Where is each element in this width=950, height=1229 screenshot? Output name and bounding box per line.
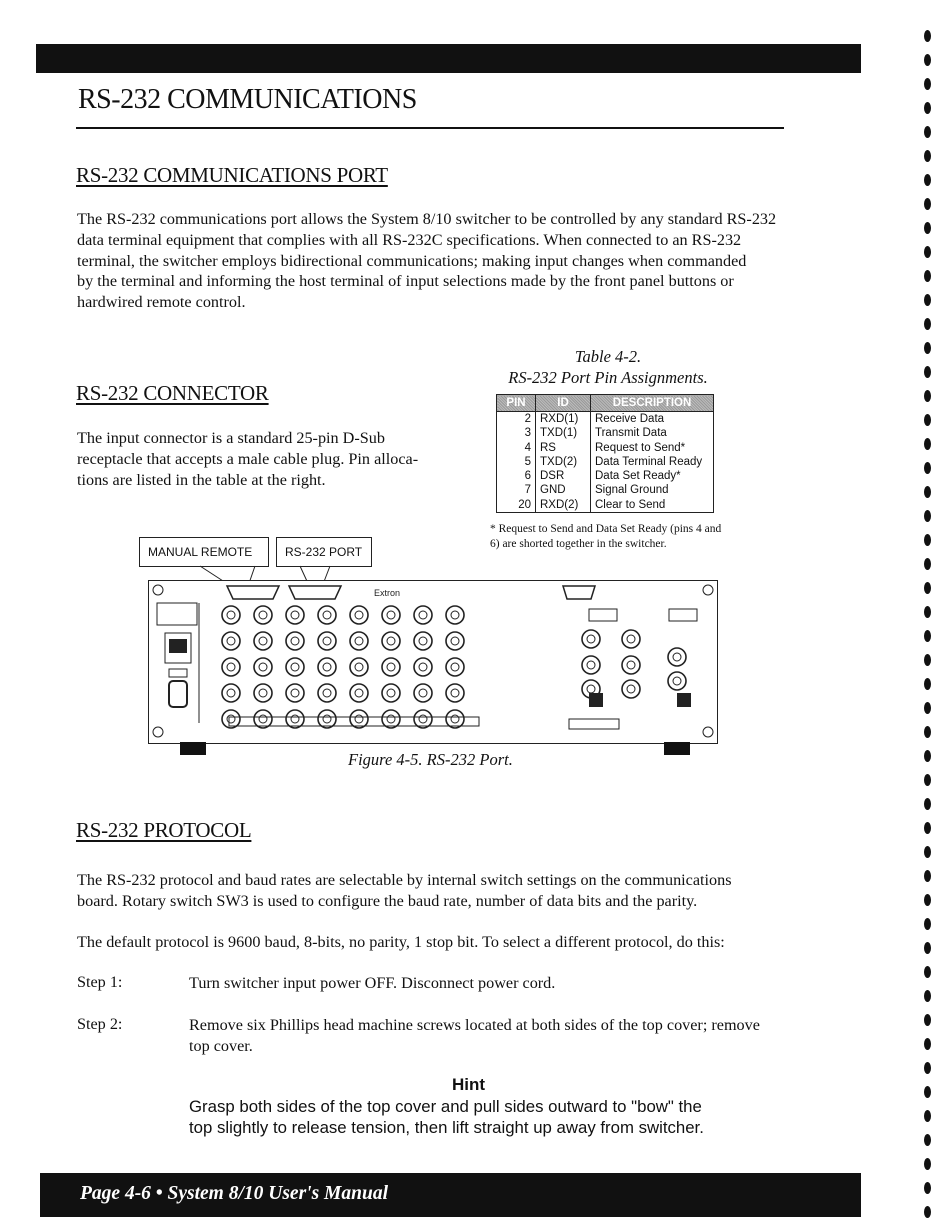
bnc-connector-center (387, 637, 395, 645)
bnc-connector-center (227, 663, 235, 671)
step-2-label: Step 2: (77, 1015, 123, 1033)
bnc-connector (318, 684, 336, 702)
binder-hole (924, 1134, 931, 1146)
bnc-connector-center (291, 715, 299, 723)
bnc-connector (446, 632, 464, 650)
column-header-description: DESCRIPTION (591, 395, 714, 412)
binder-hole (924, 966, 931, 978)
pin-cell: 5 (497, 455, 536, 469)
binder-hole (924, 1158, 931, 1170)
binder-hole (924, 654, 931, 666)
footer-bar (40, 1173, 861, 1217)
description-cell: Clear to Send (591, 498, 714, 513)
pin-cell: 7 (497, 483, 536, 497)
bnc-connector-center (387, 689, 395, 697)
rear-panel-drawing (149, 581, 717, 743)
pin-cell: 4 (497, 441, 536, 455)
table-caption-title: RS-232 Port Pin Assignments. (508, 368, 708, 387)
binder-hole (924, 822, 931, 834)
description-cell: Data Terminal Ready (591, 455, 714, 469)
binder-hole (924, 750, 931, 762)
bnc-connector-center (451, 689, 459, 697)
description-cell: Receive Data (591, 412, 714, 427)
bnc-connector (254, 658, 272, 676)
bnc-connector (222, 632, 240, 650)
binder-hole (924, 1038, 931, 1050)
bnc-connector-center (673, 677, 681, 685)
id-cell: RXD(2) (536, 498, 591, 513)
bnc-connector (382, 710, 400, 728)
id-cell: RS (536, 441, 591, 455)
bnc-connector-center (291, 689, 299, 697)
hint-body (189, 1096, 749, 1138)
bnc-connector-center (355, 611, 363, 619)
page-title: RS-232 COMMUNICATIONS (78, 84, 417, 115)
bnc-connector-center (323, 663, 331, 671)
bnc-connector (286, 606, 304, 624)
binder-hole (924, 606, 931, 618)
bnc-connector-center (627, 661, 635, 669)
protocol-section-heading: RS-232 PROTOCOL (76, 818, 252, 842)
bnc-connector-center (227, 689, 235, 697)
bnc-connector (414, 632, 432, 650)
callout-rs232-port: RS-232 PORT (276, 537, 372, 567)
hint-line: top slightly to release tension, then lift straight up away from switcher. (189, 1118, 704, 1137)
binder-hole (924, 726, 931, 738)
panel-foot-right (664, 742, 690, 755)
bnc-connector (382, 658, 400, 676)
pin-cell: 20 (497, 498, 536, 513)
description-cell: Signal Ground (591, 483, 714, 497)
step-2-text (189, 1015, 829, 1057)
connector-line: The input connector is a standard 25-pin D-Sub (77, 429, 385, 447)
table-caption-number: Table 4-2. (574, 347, 642, 366)
binder-hole (924, 942, 931, 954)
bnc-connector-center (259, 611, 267, 619)
binder-hole (924, 870, 931, 882)
bnc-connector (318, 658, 336, 676)
binder-hole (924, 1062, 931, 1074)
bnc-connector (446, 684, 464, 702)
bnc-connector (414, 658, 432, 676)
bnc-connector-center (259, 689, 267, 697)
bnc-connector (254, 606, 272, 624)
step-1-text: Turn switcher input power OFF. Disconnect power cord. (189, 974, 556, 992)
bnc-connector (286, 632, 304, 650)
port-line: data terminal equipment that complies with all RS-232C specifications. When connected to an RS-232 (77, 230, 742, 249)
bnc-connector-center (355, 637, 363, 645)
id-cell: TXD(1) (536, 426, 591, 440)
bnc-connector (382, 632, 400, 650)
bnc-connector-center (227, 715, 235, 723)
binder-hole (924, 702, 931, 714)
bnc-connector (286, 658, 304, 676)
bnc-connector-center (673, 653, 681, 661)
bnc-connector (414, 684, 432, 702)
callout-manual-remote: MANUAL REMOTE (139, 537, 269, 567)
bnc-connector-center (387, 611, 395, 619)
bnc-connector (222, 606, 240, 624)
binder-hole (924, 1110, 931, 1122)
protocol-line: board. Rotary switch SW3 is used to configure the baud rate, number of data bits and the parity. (77, 891, 698, 910)
bnc-connector-center (387, 715, 395, 723)
bnc-connector-center (451, 611, 459, 619)
bnc-connector-center (227, 637, 235, 645)
pin-cell: 2 (497, 412, 536, 427)
binder-hole (924, 894, 931, 906)
manual-remote-connector (227, 586, 279, 599)
port-line: terminal, the switcher employs bidirectional communications; making input changes when commanded (77, 251, 747, 270)
bnc-connector (318, 632, 336, 650)
binder-hole (924, 990, 931, 1002)
bnc-connector-center (323, 637, 331, 645)
binder-hole (924, 846, 931, 858)
bnc-connector (350, 658, 368, 676)
id-cell: DSR (536, 469, 591, 483)
table-footnote: * Request to Send and Data Set Ready (pins 4 and 6) are shorted together in the switcher. (490, 523, 722, 550)
protocol-paragraph-1 (77, 870, 837, 912)
bnc-connector-center (323, 611, 331, 619)
bnc-connector-center (451, 715, 459, 723)
binder-hole (924, 1014, 931, 1026)
bnc-connector (622, 680, 640, 698)
brand-label: Extron (374, 588, 401, 598)
pin-cell: 3 (497, 426, 536, 440)
binder-hole (924, 678, 931, 690)
binder-hole (924, 798, 931, 810)
description-cell: Transmit Data (591, 426, 714, 440)
pin-cell: 6 (497, 469, 536, 483)
bnc-connector (668, 648, 686, 666)
bnc-connector (350, 684, 368, 702)
bnc-connector-center (419, 689, 427, 697)
bnc-connector-center (355, 715, 363, 723)
bnc-connector (350, 632, 368, 650)
footer-text: Page 4-6 • System 8/10 User's Manual (80, 1183, 389, 1204)
port-line: by the terminal and informing the host terminal of input selections made by the front panel buttons or (77, 272, 734, 291)
bnc-connector-center (355, 663, 363, 671)
rs232-port-connector (289, 586, 341, 599)
id-cell: TXD(2) (536, 455, 591, 469)
bnc-connector (582, 630, 600, 648)
bnc-connector-center (419, 715, 427, 723)
bnc-connector (382, 684, 400, 702)
bnc-connector (350, 710, 368, 728)
bnc-connector (254, 710, 272, 728)
port-line: The RS-232 communications port allows the System 8/10 switcher to be controlled by any standard RS-232 (77, 210, 777, 228)
bnc-connector (668, 672, 686, 690)
bnc-connector-center (419, 611, 427, 619)
bnc-connector (446, 606, 464, 624)
protocol-line: The RS-232 protocol and baud rates are selectable by internal switch settings on the communications (77, 871, 732, 889)
bnc-connector-center (259, 663, 267, 671)
bnc-connector-center (323, 715, 331, 723)
id-cell: GND (536, 483, 591, 497)
bnc-connector-center (323, 689, 331, 697)
bnc-connector-center (259, 637, 267, 645)
callout-leader-lines (0, 0, 950, 600)
bnc-connector (222, 710, 240, 728)
bnc-connector-center (355, 689, 363, 697)
bnc-connector-center (587, 661, 595, 669)
bnc-connector-center (587, 635, 595, 643)
bnc-connector (414, 606, 432, 624)
binder-hole (924, 630, 931, 642)
description-cell: Request to Send* (591, 441, 714, 455)
bnc-connector-center (419, 663, 427, 671)
bnc-connector (446, 658, 464, 676)
port-line: hardwired remote control. (77, 293, 246, 312)
description-cell: Data Set Ready* (591, 469, 714, 483)
rear-panel-diagram (148, 580, 718, 744)
binder-hole (924, 1206, 931, 1218)
bnc-connector-center (627, 635, 635, 643)
bnc-connector-center (291, 637, 299, 645)
step-1-label: Step 1: (77, 973, 123, 991)
bnc-connector (286, 710, 304, 728)
bnc-connector (318, 606, 336, 624)
bnc-connector-center (227, 611, 235, 619)
bnc-connector-center (451, 663, 459, 671)
column-header-id: ID (536, 395, 591, 412)
bnc-connector (286, 684, 304, 702)
connector-section-heading: RS-232 CONNECTOR (76, 381, 269, 405)
column-header-pin: PIN (497, 395, 536, 412)
bnc-connector-center (627, 685, 635, 693)
bnc-connector (222, 684, 240, 702)
protocol-paragraph-2: The default protocol is 9600 baud, 8-bits, no parity, 1 stop bit. To select a different protocol, do this: (77, 933, 725, 951)
bnc-connector (222, 658, 240, 676)
output-connectors (582, 630, 686, 698)
hint-title: Hint (452, 1075, 486, 1094)
bnc-connector-center (291, 611, 299, 619)
bnc-connector-center (587, 685, 595, 693)
bnc-connector (382, 606, 400, 624)
hint-line: Grasp both sides of the top cover and pull sides outward to "bow" the (189, 1097, 702, 1116)
port-section-heading: RS-232 COMMUNICATIONS PORT (76, 163, 388, 187)
binder-hole (924, 1086, 931, 1098)
bnc-connector (350, 606, 368, 624)
connector-line: receptacle that accepts a male cable plug. Pin alloca- (77, 449, 419, 468)
binder-hole (924, 918, 931, 930)
bnc-connector (254, 632, 272, 650)
binder-hole (924, 774, 931, 786)
step-2-line: Remove six Phillips head machine screws located at both sides of the top cover; remove (189, 1016, 760, 1034)
binder-hole (924, 1182, 931, 1194)
bnc-connector (318, 710, 336, 728)
figure-caption: Figure 4-5. RS-232 Port. (348, 750, 513, 769)
bnc-connector (582, 656, 600, 674)
bnc-connector (622, 630, 640, 648)
bnc-connector-center (259, 715, 267, 723)
bnc-connector-grid (222, 606, 464, 728)
id-cell: RXD(1) (536, 412, 591, 427)
bnc-connector-center (419, 637, 427, 645)
bnc-connector-center (451, 637, 459, 645)
bnc-connector-center (291, 663, 299, 671)
bnc-connector (254, 684, 272, 702)
step-2-line: top cover. (189, 1036, 253, 1055)
bnc-connector-center (387, 663, 395, 671)
bnc-connector (622, 656, 640, 674)
bnc-connector (446, 710, 464, 728)
connector-line: tions are listed in the table at the right. (77, 470, 326, 489)
bnc-connector (414, 710, 432, 728)
panel-foot-left (180, 742, 206, 755)
